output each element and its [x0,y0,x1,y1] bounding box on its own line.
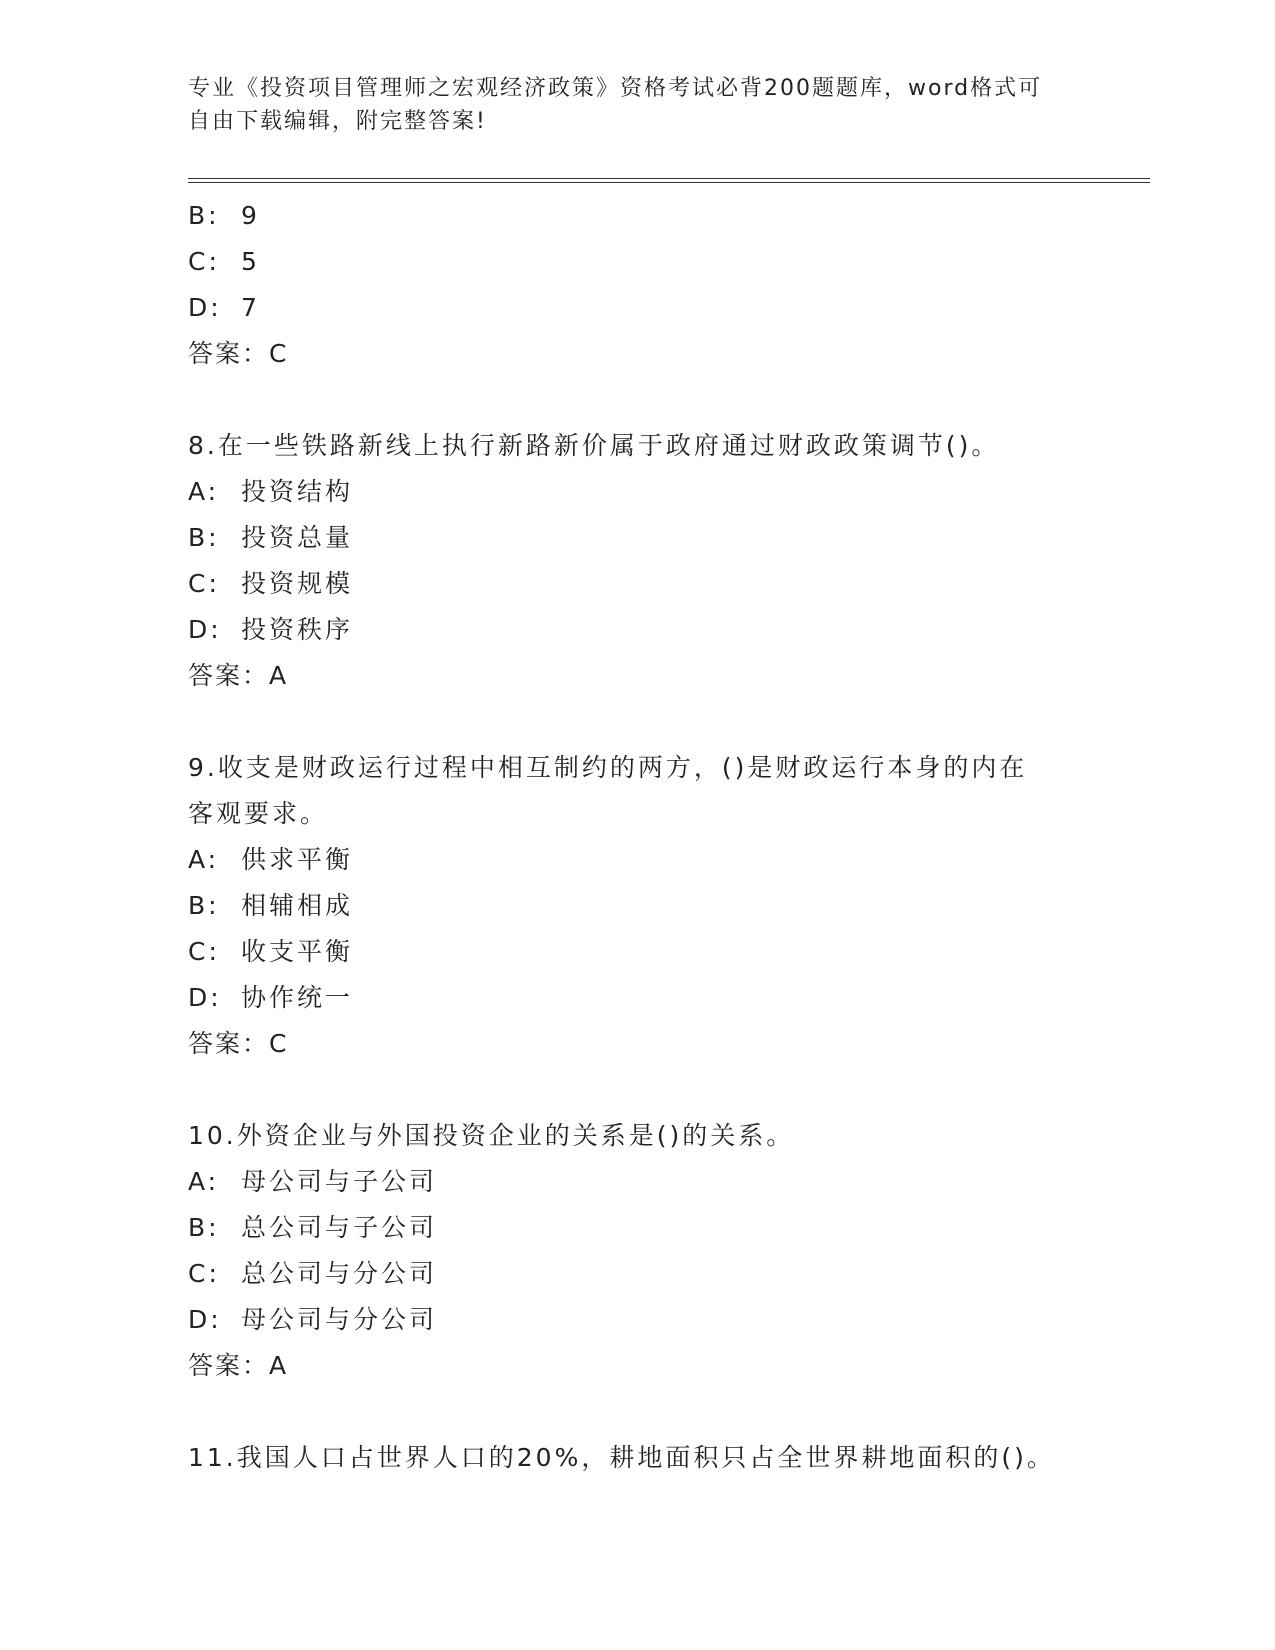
option-b [188,1205,1088,1251]
question-7-partial [188,193,1088,377]
question-text: 10.外资企业与外国投资企业的关系是()的关系。 [188,1121,795,1150]
option-label: A: [188,477,220,506]
question-10 [188,1113,1088,1389]
option-text: 投资结构 [240,477,353,506]
question-text: 11.我国人口占世界人口的20%，耕地面积只占全世界耕地面积的()。 [188,1443,1055,1472]
option-d [188,285,1088,331]
option-text: 7 [240,293,260,322]
header-divider-bottom [188,182,1150,183]
spacer [188,1389,1088,1435]
option-c [188,239,1088,285]
option-label: B: [188,523,220,552]
option-d [188,975,1088,1021]
spacer [188,699,1088,745]
option-b [188,193,1088,239]
option-label: C: [188,569,220,598]
option-b [188,883,1088,929]
option-c [188,929,1088,975]
option-label: A: [188,1167,220,1196]
question-text-line-2: 客观要求。 [188,799,329,828]
answer: 答案：C [188,339,289,368]
option-label: B: [188,201,220,230]
option-label: D: [188,983,222,1012]
option-text: 投资总量 [240,523,353,552]
option-c [188,561,1088,607]
option-text: 投资规模 [240,569,353,598]
question-8 [188,423,1088,699]
option-text: 母公司与子公司 [240,1167,437,1196]
option-text: 总公司与分公司 [240,1259,437,1288]
option-text: 协作统一 [240,983,353,1012]
option-label: C: [188,247,220,276]
question-9 [188,745,1088,1067]
option-text: 收支平衡 [240,937,353,966]
option-text: 投资秩序 [240,615,353,644]
option-a [188,1159,1088,1205]
question-text-line-1: 9.收支是财政运行过程中相互制约的两方，()是财政运行本身的内在 [188,753,1028,782]
answer: 答案：A [188,1351,289,1380]
answer: 答案：A [188,661,289,690]
option-d [188,607,1088,653]
option-text: 相辅相成 [240,891,353,920]
option-label: D: [188,615,222,644]
option-text: 5 [240,247,260,276]
option-label: B: [188,1213,220,1242]
answer: 答案：C [188,1029,289,1058]
question-text: 8.在一些铁路新线上执行新路新价属于政府通过财政政策调节()。 [188,431,1000,460]
option-label: D: [188,293,222,322]
option-c [188,1251,1088,1297]
option-a [188,469,1088,515]
document-header [188,72,1088,138]
option-text: 供求平衡 [240,845,353,874]
header-title-line-2: 自由下载编辑，附完整答案! [188,109,487,134]
option-b [188,515,1088,561]
header-title-line-1: 专业《投资项目管理师之宏观经济政策》资格考试必背200题题库，word格式可 [188,76,1043,101]
option-text: 总公司与子公司 [240,1213,437,1242]
option-text: 9 [240,201,260,230]
spacer [188,1067,1088,1113]
option-a [188,837,1088,883]
option-label: A: [188,845,220,874]
option-label: C: [188,1259,220,1288]
header-divider-top [188,178,1150,179]
question-list [188,193,1088,1481]
option-d [188,1297,1088,1343]
option-label: C: [188,937,220,966]
question-11 [188,1435,1088,1481]
option-label: B: [188,891,220,920]
spacer [188,377,1088,423]
option-label: D: [188,1305,222,1334]
option-text: 母公司与分公司 [240,1305,437,1334]
